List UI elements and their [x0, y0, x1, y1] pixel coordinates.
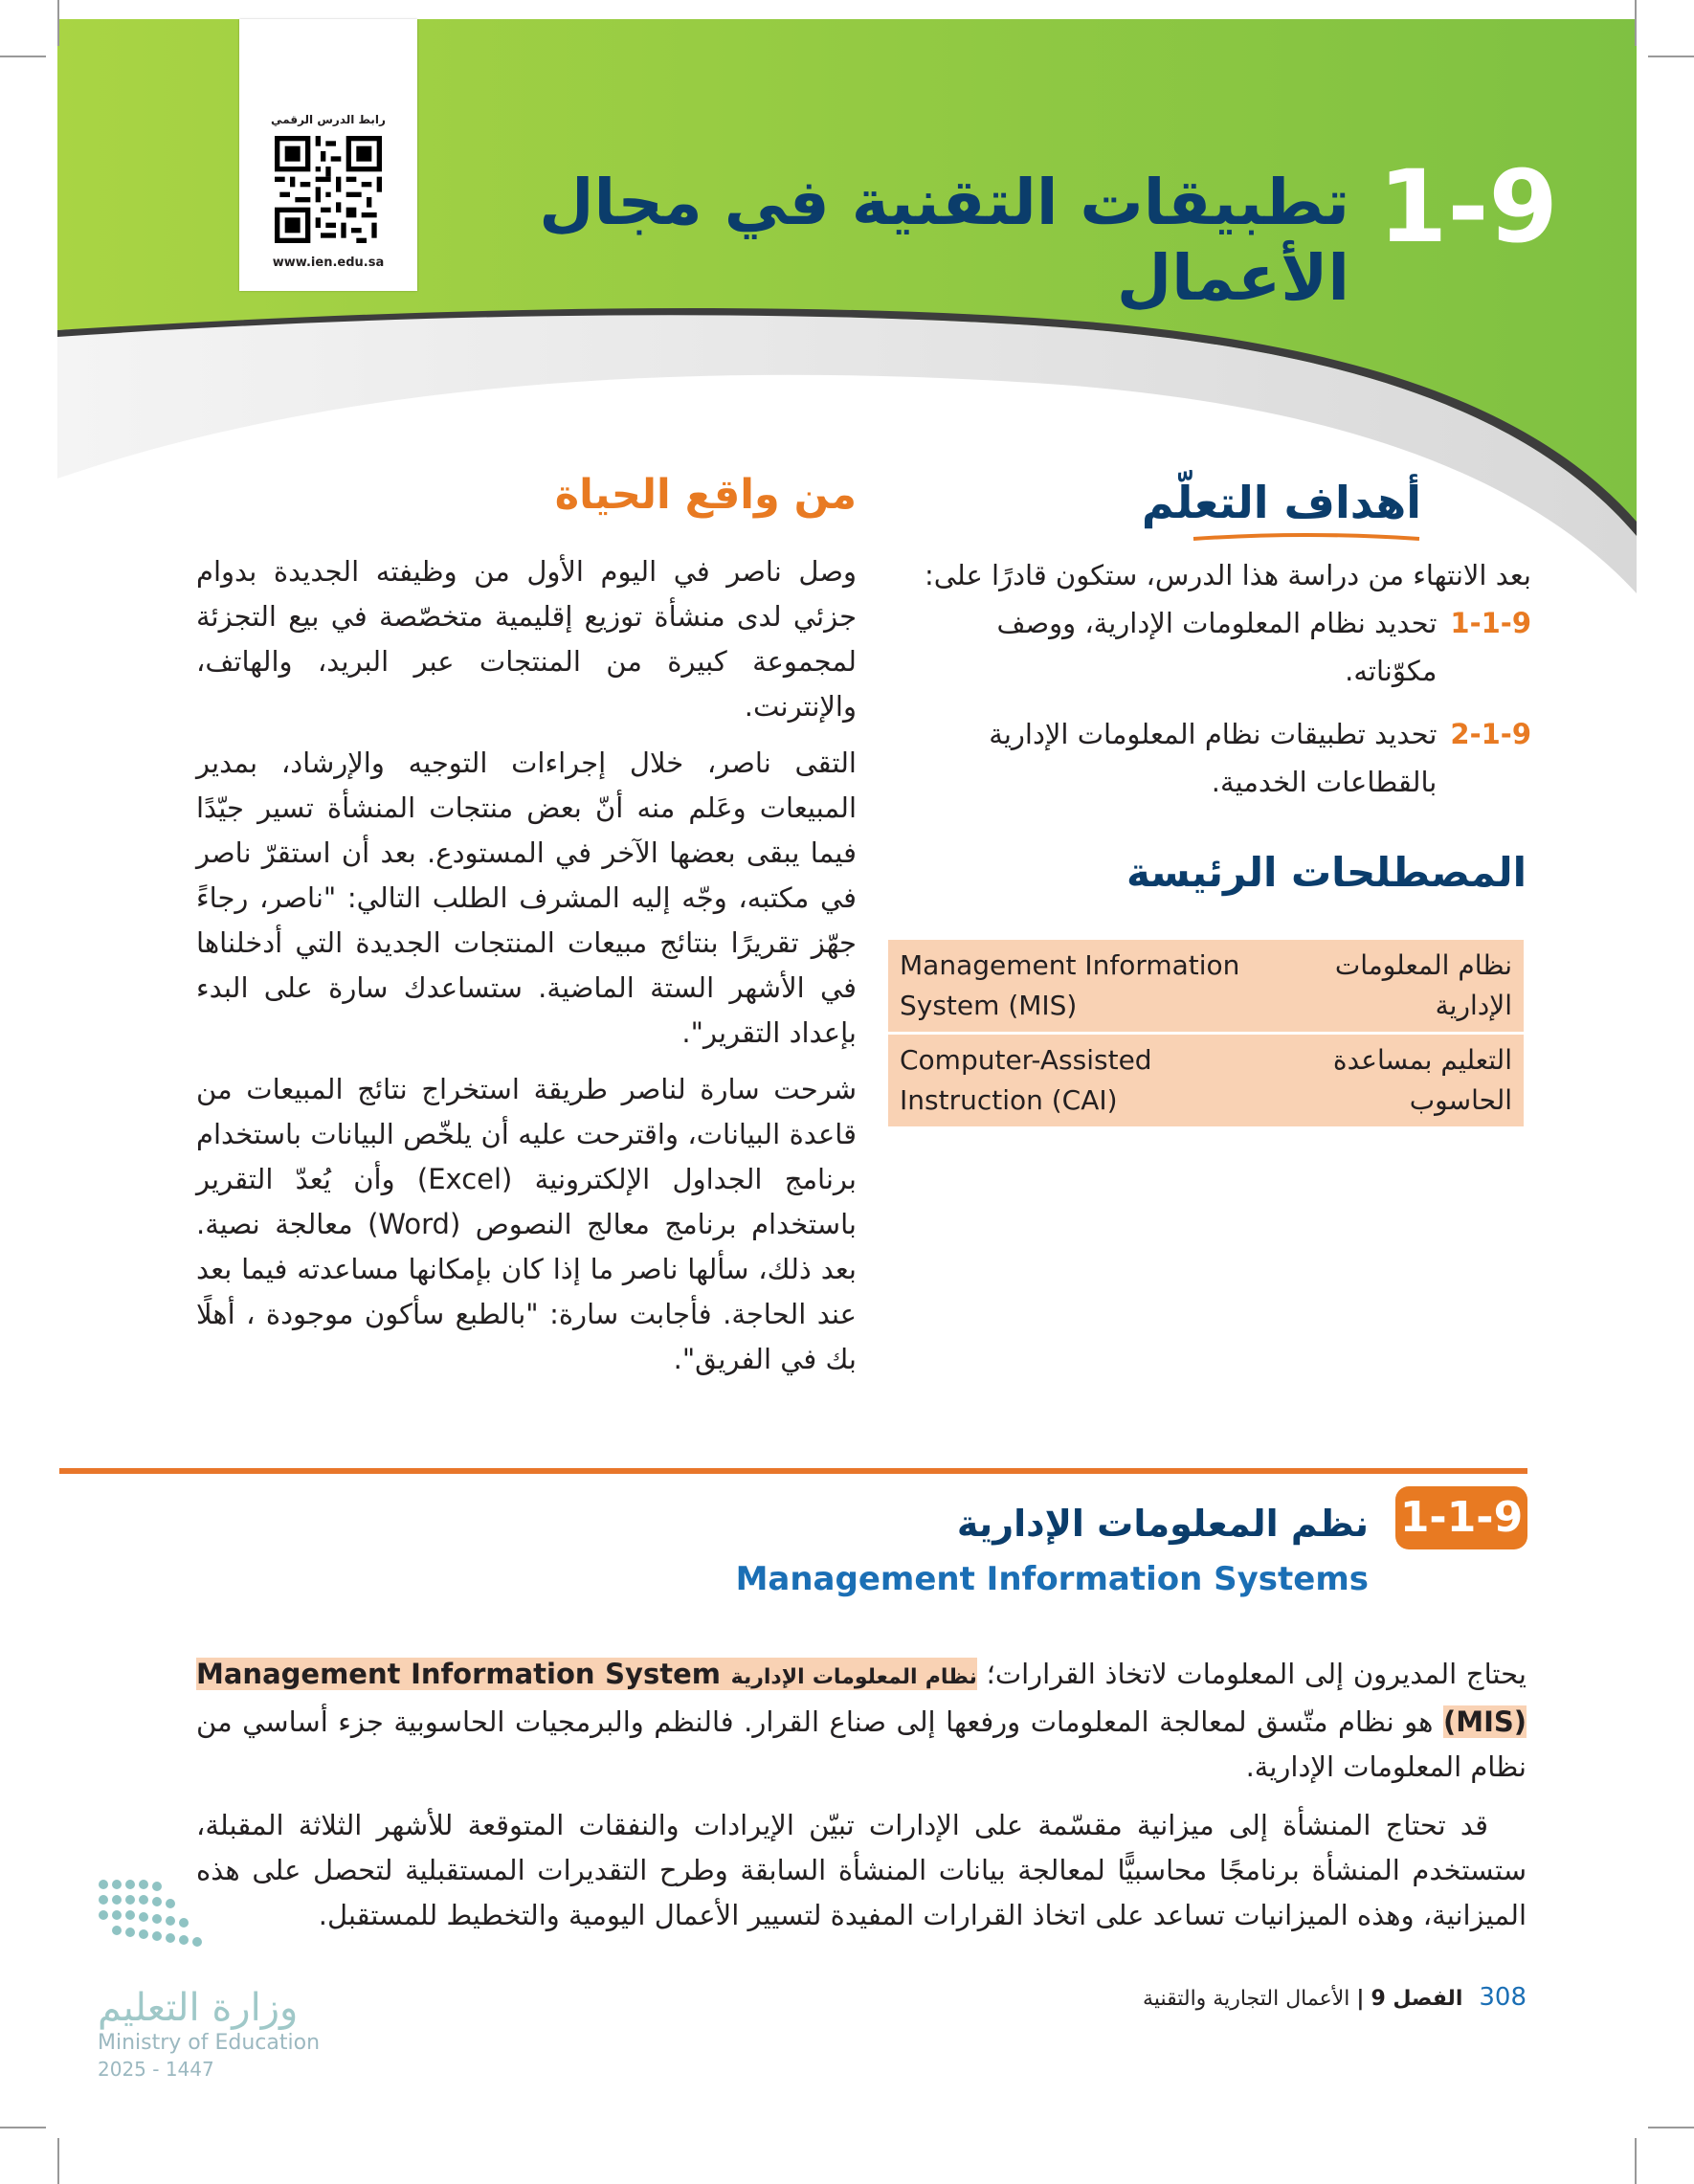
footer-subject: الأعمال التجارية والتقنية: [1143, 1987, 1350, 2011]
qr-label: رابط الدرس الرقمي: [271, 113, 386, 126]
paragraph: شرحت سارة لناصر طريقة استخراج نتائج المبيعات من قاعدة البيانات، واقترحت عليه أن يلخّص البيانات باستخدام برنامج الجداول الإلكترونية (Excel) وأن يُعدّ التقرير باستخدام برنامج معالج النصوص (Word) معالجة نصية. بعد ذلك، سألها ناصر ما إذا كان بإمكانها مساعدته فيما بعد عند الحاجة. فأجابت سارة: "بالطبع سأكون موجودة ، أهلًا بك في الفريق".: [196, 1073, 857, 1375]
paragraph: التقى ناصر، خلال إجراءات التوجيه والإرشاد، بمدير المبيعات وعَلم منه أنّ بعض منتجات المنشأة تسير جيّدًا فيما يبقى بعضها الآخر في المستودع. بعد أن استقرّ ناصر في مكتبه، وجّه إليه المشرف الطلب التالي: "ناصر، رجاءً جهّز تقريرًا بنتائج مبيعات المنتجات الجديدة التي أدخلناها في الأشهر الستة الماضية. ستساعدك سارة على البدء بإعداد التقرير".: [196, 747, 857, 1049]
objectives-title: أهداف التعلّم: [1141, 477, 1421, 528]
crop-mark: [0, 56, 46, 57]
qr-code-icon[interactable]: [275, 136, 382, 243]
ministry-name-ar: وزارة التعليم: [98, 1986, 299, 2030]
objective-item: [871, 599, 1531, 695]
paragraph: وصل ناصر في اليوم الأول من وظيفته الجديدة بدوام جزئي لدى منشأة توزيع إقليمية متخصّصة في بيع التجزئة لمجموعة كبيرة من المنتجات عبر البريد، والهاتف، والإنترنت.: [196, 555, 857, 723]
highlighted-term-ar: نظام المعلومات الإدارية: [730, 1665, 977, 1689]
page-number: 308: [1479, 1983, 1527, 2012]
footer-separator: |: [1356, 1987, 1365, 2011]
highlighted-term-en: Management Information System (MIS): [196, 1658, 1527, 1738]
page-footer: [861, 1983, 1527, 2012]
crop-mark: [1648, 56, 1694, 57]
qr-card[interactable]: [239, 19, 417, 291]
objectives-intro: بعد الانتهاء من دراسة هذا الدرس، ستكون قادرًا على:: [924, 559, 1531, 591]
crop-mark: [57, 2138, 59, 2184]
ministry-year: 2025 - 1447: [98, 2058, 214, 2081]
text-run: هو نظام متّسق لمعالجة المعلومات ورفعها إلى صناع القرار. فالنظم والبرمجيات الحاسوبية جزء أساسي من نظام المعلومات الإدارية.: [196, 1705, 1527, 1783]
objective-text: تحديد تطبيقات نظام المعلومات الإدارية بالقطاعات الخدمية.: [989, 718, 1438, 798]
qr-url[interactable]: www.ien.edu.sa: [272, 256, 385, 270]
objective-item: [871, 710, 1531, 806]
section-body: [196, 1652, 1527, 1951]
objective-number: 1-1-9: [1450, 607, 1531, 639]
footer-chapter: الفصل 9: [1371, 1987, 1463, 2011]
crop-mark: [1635, 2138, 1637, 2184]
ministry-logo-icon: [94, 1871, 304, 1976]
table-row: [888, 1034, 1524, 1128]
table-row: [888, 940, 1524, 1034]
crop-mark: [57, 0, 59, 46]
term-en: Computer-Assisted Instruction (CAI): [888, 1034, 1313, 1128]
ministry-name-en: Ministry of Education: [98, 2031, 321, 2055]
key-terms-table: [888, 940, 1524, 1129]
key-terms-title: المصطلحات الرئيسة: [1126, 849, 1527, 896]
real-life-title: من واقع الحياة: [554, 471, 857, 519]
paragraph: قد تحتاج المنشأة إلى ميزانية مقسّمة على الإدارات تبيّن الإيرادات والنفقات المتوقعة للأشهر الثلاثة المقبلة، ستستخدم المنشأة برنامجًا محاسبيًّا لمعالجة بيانات المنشأة السابقة وطرح التقديرات المستقبلية لتحصل على هذه الميزانية، وهذه الميزانيات تساعد على اتخاذ القرارات المفيدة لتسيير الأعمال اليومية والتخطيط للمستقبل.: [196, 1809, 1527, 1931]
real-life-body: [196, 549, 857, 1393]
lesson-title: تطبيقات التقنية في مجال الأعمال: [539, 166, 1349, 316]
paragraph: [196, 1652, 1527, 1790]
section-number-badge: 1-1-9: [1395, 1486, 1527, 1549]
term-en: Management Information System (MIS): [888, 940, 1313, 1034]
text-run: يحتاج المديرون إلى المعلومات لاتخاذ القرارات؛: [976, 1658, 1527, 1690]
term-ar: التعليم بمساعدة الحاسوب: [1313, 1034, 1524, 1128]
objective-text: تحديد نظام المعلومات الإدارية، ووصف مكوّناته.: [996, 607, 1438, 687]
lesson-number: 1-9: [1378, 148, 1558, 265]
section-divider: [59, 1468, 1527, 1474]
crop-mark: [1635, 0, 1637, 46]
objectives-underline: [1192, 531, 1421, 545]
crop-mark: [1648, 2127, 1694, 2128]
section-title-en: Management Information Systems: [735, 1560, 1369, 1598]
section-title-ar: نظم المعلومات الإدارية: [956, 1503, 1369, 1545]
term-ar: نظام المعلومات الإدارية: [1313, 940, 1524, 1034]
objective-number: 2-1-9: [1450, 718, 1531, 750]
crop-mark: [0, 2127, 46, 2128]
